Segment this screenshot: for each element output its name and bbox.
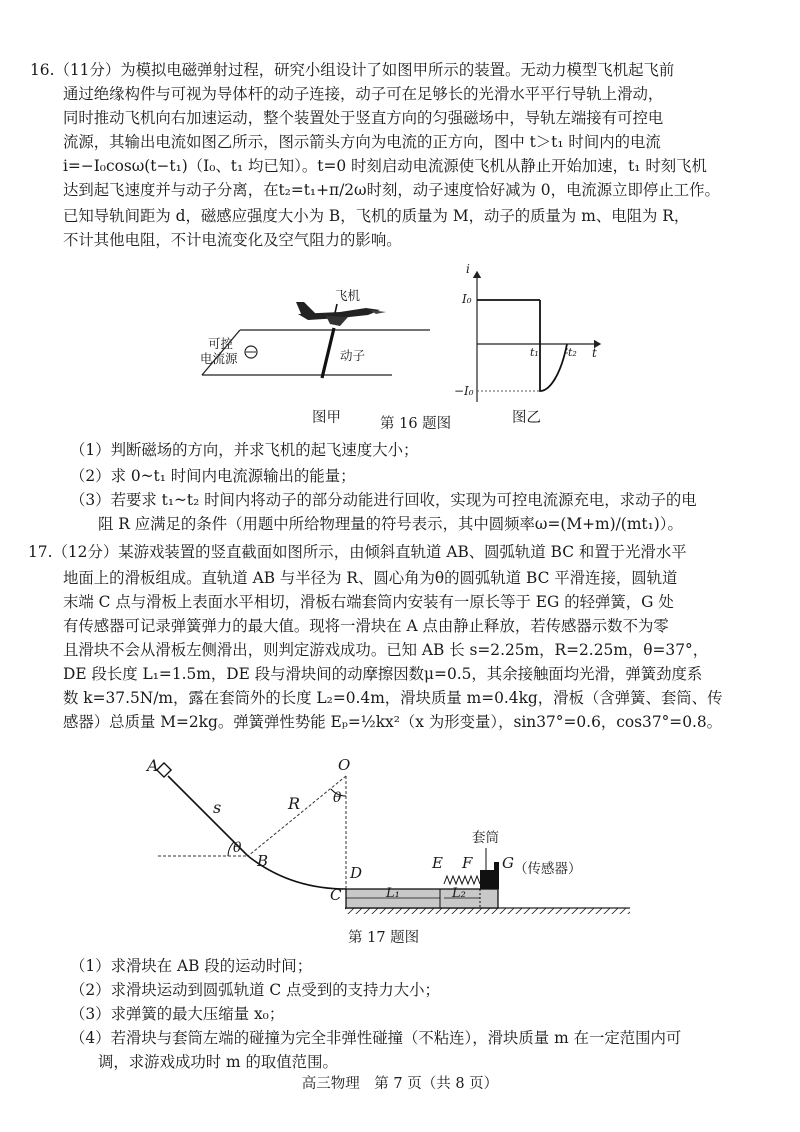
label-b: B	[257, 852, 269, 870]
label-theta-b: θ	[233, 840, 242, 856]
i-axis-label: i	[466, 262, 470, 276]
q17-sub: （3）求弹簧的最大压缩量 x₀；	[70, 1005, 285, 1023]
t2-label: t₂	[568, 346, 577, 359]
rod-label: 动子	[340, 348, 366, 363]
page-footer: 高三物理 第 7 页（共 8 页）	[301, 1076, 499, 1092]
q16-sub: （3）若要求 t₁~t₂ 时间内将动子的部分动能进行回收，实现为可控电流源充电，求动子的电	[70, 491, 697, 509]
t-axis-label: t	[592, 346, 597, 360]
label-g: G	[502, 854, 514, 872]
sleeve-label: 套筒	[472, 830, 499, 846]
label-a: A	[147, 756, 159, 775]
sensor-label: （传感器）	[514, 861, 582, 877]
q16-line: i=−I₀cosω(t−t₁)（I₀、t₁ 均已知）。t=0 时刻启动电流源使飞机从静止开始加速，t₁ 时刻飞机	[63, 157, 707, 175]
label-l2: L₂	[452, 886, 466, 901]
source-label: 可控	[208, 336, 234, 351]
slider-block-icon	[157, 763, 171, 777]
figure-yi-caption: 图乙	[512, 410, 541, 426]
q16-line: 已知导轨间距为 d，磁感应强度大小为 B，飞机的质量为 M，动子的质量为 m、电阻为 R，	[63, 207, 690, 225]
label-o: O	[338, 756, 351, 774]
q16-line: 不计其他电阻，不计电流变化及空气阻力的影响。	[63, 231, 402, 249]
label-e: E	[432, 854, 443, 872]
t1-label: t₁	[530, 346, 539, 359]
q17-line: 数 k=37.5N/m，露在套筒外的长度 L₂=0.4m，滑块质量 m=0.4kg，滑板（含弹簧、套筒、传	[63, 689, 723, 707]
q16-line: 同时推动飞机向右加速运动，整个装置处于竖直方向的匀强磁场中，导轨左端接有可控电	[63, 109, 664, 127]
q16-sub: 阻 R 应满足的条件（用题中所给物理量的符号表示，其中圆频率ω=(M+m)/(mt₁)）。	[98, 515, 683, 533]
q16-line: 流源，其输出电流如图乙所示，图示箭头方向为电流的正方向，图中 t＞t₁ 时间内的电流	[63, 133, 661, 151]
label-theta-top: θ	[333, 790, 342, 806]
neg-i0-label: −I₀	[454, 384, 474, 398]
label-r: R	[288, 794, 301, 813]
q16-line: 通过绝缘构件与可视为导体杆的动子连接，动子可在足够长的光滑水平平行导轨上滑动，	[63, 85, 664, 103]
figure-17	[130, 748, 640, 918]
spring-icon	[444, 876, 480, 884]
q17-sub: （2）求滑块运动到圆弧轨道 C 点受到的支持力大小；	[70, 981, 440, 999]
label-s: s	[213, 798, 222, 817]
label-f: F	[462, 854, 473, 872]
label-d: D	[350, 864, 363, 882]
q17-sub: 调，求游戏成功时 m 的取值范围。	[98, 1053, 338, 1071]
q17-line: 且滑块不会从滑板左侧滑出，则判定游戏成功。已知 AB 长 s=2.25m，R=2.25m，θ=37°，	[63, 641, 709, 659]
sleeve-icon	[480, 870, 494, 889]
q17-line: DE 段长度 L₁=1.5m，DE 段与滑块间的动摩擦因数μ=0.5，其余接触面均光滑，弹簧劲度系	[63, 665, 703, 683]
plane-icon	[296, 302, 386, 326]
q16-sub: （2）求 0~t₁ 时间内电流源输出的能量；	[70, 467, 356, 485]
q17-line: 末端 C 点与滑板上表面水平相切，滑板右端套筒内安装有一原长等于 EG 的轻弹簧，G 处	[63, 593, 674, 611]
q16-sub: （1）判断磁场的方向，并求飞机的起飞速度大小；	[70, 441, 419, 459]
figure-16-caption: 第 16 题图	[380, 416, 452, 432]
figure-jia-caption: 图甲	[312, 410, 341, 426]
q16-line: 达到起飞速度并与动子分离，在t₂=t₁+π/2ω时刻，动子速度恰好减为 0，电流源立即停止工作。	[63, 181, 720, 199]
q17-line: 感器）总质量 M=2kg。弹簧弹性势能 Eₚ=½kx²（x 为形变量），sin37°=0.6，cos37°=0.8。	[63, 713, 723, 731]
q17-line: 17.（12分）某游戏装置的竖直截面如图所示，由倾斜直轨道 AB、圆弧轨道 BC 和置于光滑水平	[28, 543, 687, 561]
figure-17-caption: 第 17 题图	[348, 930, 420, 946]
source-label: 电流源	[200, 351, 238, 366]
label-c: C	[330, 886, 342, 904]
plane-label: 飞机	[335, 288, 361, 303]
figure-16-yi	[455, 262, 615, 407]
q16-line: 16.（11分）为模拟电磁弹射过程，研究小组设计了如图甲所示的装置。无动力模型飞机起飞前	[30, 61, 675, 79]
q17-line: 有传感器可记录弹簧弹力的最大值。现将一滑块在 A 点由静止释放，若传感器示数不为零	[63, 617, 669, 635]
label-l1: L₁	[386, 886, 400, 901]
current-cosine-curve	[540, 344, 567, 391]
q17-sub: （4）若滑块与套筒左端的碰撞为完全非弹性碰撞（不粘连），滑块质量 m 在一定范围内可	[70, 1029, 682, 1047]
q17-sub: （1）求滑块在 AB 段的运动时间；	[70, 957, 313, 975]
i0-label: I₀	[462, 292, 472, 306]
q17-line: 地面上的滑板组成。直轨道 AB 与半径为 R、圆心角为θ的圆弧轨道 BC 平滑连接，圆轨道	[63, 569, 678, 587]
board	[346, 889, 498, 908]
rod-icon	[322, 328, 334, 378]
